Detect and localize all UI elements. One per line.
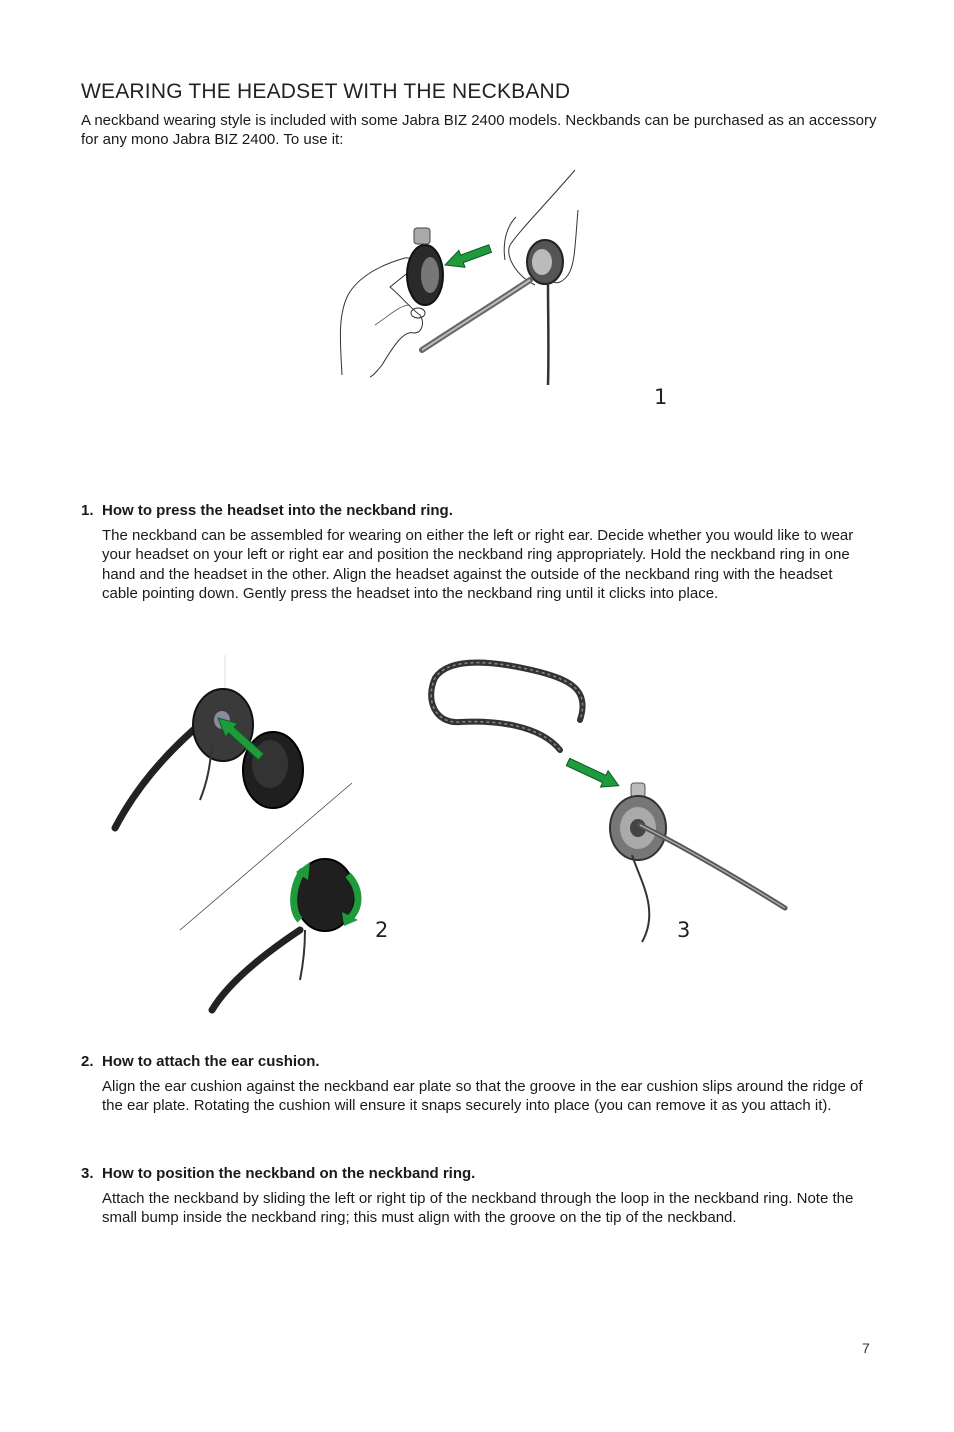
step-3-body: Attach the neckband by sliding the left or right tip of the neckband through the loop in the neckband ring. Note the small bump inside the neckband ring; this must align with the groove on the tip of the neckband. [102, 1190, 854, 1227]
step-1-title-text: How to press the headset into the neckband ring. [102, 502, 453, 519]
step-3-number: 3. [81, 1165, 94, 1182]
step-1-body: The neckband can be assembled for wearing on either the left or right ear. Decide whether you would like to wear your headset on your left or right ear and position the neckband ring appropriately. Hold the neckband ring in one hand and the headset in the other. Align the headset against the outside of the neckband ring with the headset cable pointing down. Gently press the headset into the neckband ring until it clicks into place. [102, 527, 854, 602]
step-3-title [81, 1164, 871, 1183]
figure-3-label: 3 [677, 918, 691, 942]
step-1-number: 1. [81, 502, 94, 519]
step-2-title [81, 1052, 871, 1071]
step-2-title-text: How to attach the ear cushion. [102, 1053, 320, 1070]
figure-3-illustration [420, 650, 800, 950]
page-number: 7 [862, 1340, 870, 1356]
figure-2-label: 2 [375, 918, 389, 942]
step-1-title [81, 501, 871, 520]
neckband [431, 663, 582, 750]
figure-2-illustration [100, 650, 370, 1020]
section-heading: WEARING THE HEADSET WITH THE NECKBAND [81, 80, 571, 103]
boom-microphone-3 [640, 825, 785, 908]
green-arrow-1 [442, 240, 493, 273]
green-arrow-3 [564, 754, 622, 794]
step-3-title-text: How to position the neckband on the neckband ring. [102, 1165, 476, 1182]
step-1 [81, 501, 871, 603]
step-2-body: Align the ear cushion against the neckband ear plate so that the groove in the ear cushion slips around the ridge of the ear plate. Rotating the cushion will ensure it snaps securely into place (you can remove it as you attach it). [102, 1078, 863, 1115]
intro-paragraph: A neckband wearing style is included with some Jabra BIZ 2400 models. Neckbands can be purchased as an accessory for any mono Jabra BIZ 2400. To use it: [81, 112, 877, 148]
step-2 [81, 1052, 871, 1116]
figure-1-illustration [330, 165, 590, 390]
step-3 [81, 1164, 871, 1228]
figure-1-label: 1 [654, 385, 668, 409]
step-2-number: 2. [81, 1053, 94, 1070]
